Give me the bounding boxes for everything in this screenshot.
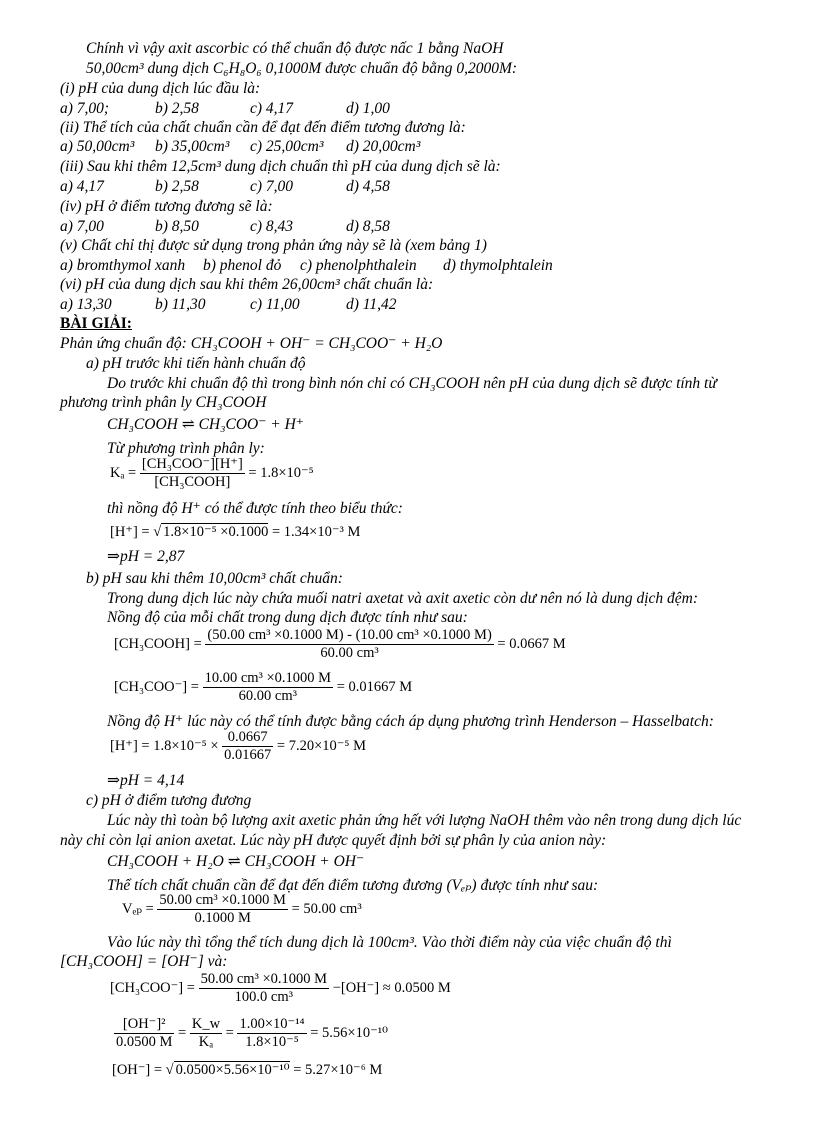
fraction-2 [190,1016,222,1051]
acetate-concentration-equation [114,670,412,705]
ka-equation [110,456,314,491]
numerator-1: [OH⁻]² [114,1016,174,1034]
part-a-equilibrium: CH₃COOH ⇌ CH₃COO⁻ + H⁺ [107,416,304,433]
solution-heading: BÀI GIẢI: [60,315,132,332]
eq-lhs: [CH₃COOH] = [114,635,202,652]
option-c: c) 11,00 [250,296,300,313]
option-d: d) thymolphtalein [443,257,553,274]
eq-numerator: 50.00 cm³ ×0.1000 M [200,971,328,987]
ka-rhs: = 1.8×10⁻⁵ [248,464,314,481]
eq-lhs: [OH⁻] = √ [112,1062,174,1078]
h-radicand: 1.8×10⁻⁵ ×0.1000 [163,524,269,540]
h-rhs: = 1.34×10⁻³ M [272,524,361,540]
eq-fraction [205,627,493,662]
option-b: b) 2,58 [155,100,199,117]
part-c-text-2: này chỉ còn lại anion axetat. Lúc này pH được quyết định bởi sự phân ly của anion này: [60,832,607,849]
option-c: c) 4,17 [250,100,294,117]
part-b-text-1: Trong dung dịch lúc này chứa muối natri axetat và axit axetic còn dư nên nó là dung dịch đệm: [107,590,699,607]
option-d: d) 11,42 [346,296,397,313]
option-b: b) 11,30 [155,296,206,313]
denominator-3: 1.8×10⁻⁵ [245,1034,299,1050]
part-a-ph-result: ⇒pH = 2,87 [107,548,185,565]
eq-rhs: = 0.0667 M [497,635,566,652]
eq-rhs: = 5.27×10⁻⁶ M [293,1062,383,1078]
part-a-title: a) pH trước khi tiến hành chuẩn độ [86,355,306,372]
eq-rhs: = 50.00 cm³ [291,900,362,917]
eq-rhs: = 5.56×10⁻¹⁰ [310,1024,388,1041]
eq-lhs: Vₑₚ = [122,900,154,917]
ka-lhs: Kₐ = [110,464,137,481]
option-a: a) 13,30 [60,296,112,313]
part-b-title: b) pH sau khi thêm 10,00cm³ chất chuẩn: [86,570,343,587]
part-a-text-3: Từ phương trình phân ly: [107,440,265,457]
eq-denominator: 60.00 cm³ [320,645,379,661]
eq-denominator: 0.01667 [224,747,272,763]
eq-lhs: [CH₃COO⁻] = [110,979,195,996]
eq-rhs: = 0.01667 M [336,678,413,695]
option-b: b) 35,00cm³ [155,138,230,155]
part-a-text-2: phương trình phân ly CH₃COOH [60,394,267,411]
option-b: b) phenol đỏ [203,257,282,274]
part-b-ph-result: ⇒pH = 4,14 [107,772,185,789]
part-c-text-4: Vào lúc này thì tổng thể tích dung dịch là 100cm³. Vào thời điểm này của việc chuẩn độ thì [107,934,672,951]
question-text: (iii) Sau khi thêm 12,5cm³ dung dịch chuẩn thì pH của dung dịch sẽ là: [60,158,501,175]
eq-fraction [222,729,273,764]
denominator-2: Kₐ [198,1034,214,1050]
question-text: (ii) Thể tích của chất chuẩn cần để đạt đến điểm tương đương là: [60,119,466,136]
acetate-equivalence-equation [110,971,451,1006]
option-a: a) bromthymol xanh [60,257,186,274]
intro-line-2: 50,00cm³ dung dịch C₆H₈O₆ 0,1000M được chuẩn độ bằng 0,2000M: [86,60,518,77]
option-d: d) 4,58 [346,178,390,195]
option-a: a) 7,00; [60,100,110,117]
eq-numerator: (50.00 cm³ ×0.1000 M) - (10.00 cm³ ×0.1000 M) [207,627,492,643]
eq-fraction [203,670,334,705]
eq-lhs: [CH₃COO⁻] = [114,678,199,695]
vep-equation [122,892,362,927]
eq-numerator: 0.0667 [222,729,273,747]
option-d: d) 1,00 [346,100,390,117]
option-c: c) 7,00 [250,178,294,195]
eq-numerator: 10.00 cm³ ×0.1000 M [204,670,332,686]
eq-fraction [199,971,330,1006]
part-b-text-3: Nồng độ H⁺ lúc này có thể tính được bằng cách áp dụng phương trình Henderson – Hasselbatch: [107,713,714,730]
numerator-3: 1.00×10⁻¹⁴ [239,1016,305,1032]
eq-numerator: 50.00 cm³ ×0.1000 M [159,892,286,908]
part-b-text-2: Nồng độ của mỗi chất trong dung dịch được tính như sau: [107,609,468,626]
part-c-text-1: Lúc này thì toàn bộ lượng axit axetic phản ứng hết với lượng NaOH thêm vào nên trong dung dịch lúc [107,812,742,829]
fraction-3 [237,1016,306,1051]
option-c: c) 25,00cm³ [250,138,324,155]
h-lhs: [H⁺] = √ [110,524,162,540]
option-d: d) 8,58 [346,218,390,235]
part-c-equilibrium: CH₃COOH + H₂O ⇌ CH₃COOH + OH⁻ [107,853,365,870]
option-c: c) phenolphthalein [300,257,417,274]
option-c: c) 8,43 [250,218,294,235]
eq-lhs: [H⁺] = 1.8×10⁻⁵ × [110,737,219,754]
eq-denominator: 60.00 cm³ [238,688,297,704]
hydroxide-concentration-equation [112,1062,382,1079]
part-a-text-1: Do trước khi chuẩn độ thì trong bình nón chỉ có CH₃COOH nên pH của dung dịch sẽ được tính từ [107,375,717,392]
eq-denominator: 100.0 cm³ [234,989,293,1005]
option-d: d) 20,00cm³ [346,138,421,155]
eq-rhs: −[OH⁻] ≈ 0.0500 M [332,979,451,996]
question-text: (iv) pH ở điểm tương đương sẽ là: [60,198,273,215]
ka-denominator: [CH₃COOH] [154,474,231,490]
part-a-text-4: thì nồng độ H⁺ có thể được tính theo biểu thức: [107,500,403,517]
denominator-1: 0.0500 M [116,1034,173,1050]
part-c-text-5: [CH₃COOH] = [OH⁻] và: [60,953,228,970]
option-a: a) 50,00cm³ [60,138,135,155]
ch3cooh-concentration-equation [114,627,566,662]
henderson-equation [110,729,366,764]
eq-rhs: = 7.20×10⁻⁵ M [276,737,366,754]
part-c-title: c) pH ở điểm tương đương [86,792,252,809]
reaction-line: Phản ứng chuẩn độ: CH₃COOH + OH⁻ = CH₃COO⁻ + H₂O [60,335,443,352]
question-text: (v) Chất chỉ thị được sử dụng trong phản ứng này sẽ là (xem bảng 1) [60,237,487,254]
fraction-1 [114,1016,174,1051]
eq-radicand: 0.0500×5.56×10⁻¹⁰ [175,1062,290,1078]
option-b: b) 8,50 [155,218,199,235]
numerator-2: K_w [191,1016,221,1032]
option-a: a) 4,17 [60,178,104,195]
hydroxide-ratio-equation: $\frac{\text{[OH⁻]²}}{0.0500 M}$ = $\frac{K\_w}{\text{Kₐ}}$ = $\frac{\text{1.00×10⁻¹⁴}}{\text{1.8×10⁻⁵}}$ = 5.56×10⁻¹⁰ [116,1016,388,1050]
option-b: b) 2,58 [155,178,199,195]
question-text: (vi) pH của dung dịch sau khi thêm 26,00cm³ chất chuẩn là: [60,276,434,293]
eq-denominator: 0.1000 M [194,910,251,926]
ka-fraction [140,456,245,491]
eq-fraction [157,892,288,927]
part-c-text-3: Thể tích chất chuẩn cần để đạt đến điểm tương đương (Vₑₚ) được tính như sau: [107,877,599,894]
intro-line-1: Chính vì vậy axit ascorbic có thể chuẩn độ được nấc 1 bằng NaOH [86,40,504,57]
h-concentration-equation [110,524,360,541]
ka-numerator: [CH₃COO⁻][H⁺] [141,456,243,472]
option-a: a) 7,00 [60,218,104,235]
question-text: (i) pH của dung dịch lúc đầu là: [60,80,261,97]
